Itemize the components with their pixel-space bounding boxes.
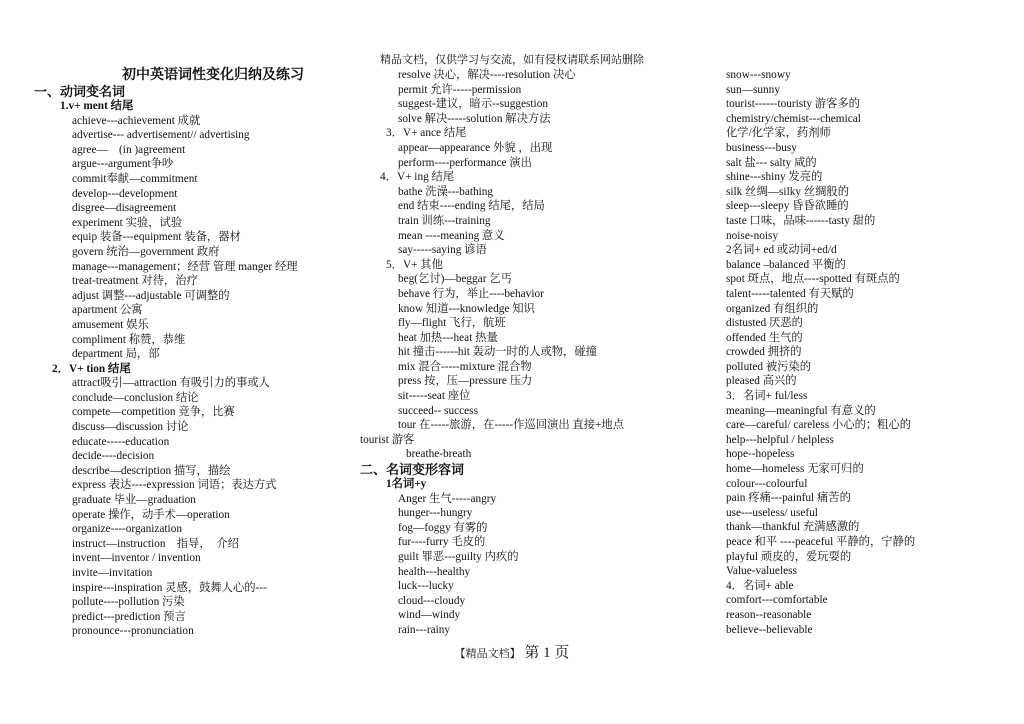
vocab-line: fog—foggy 有雾的 bbox=[398, 521, 488, 534]
document-title: 初中英语词性变化归纳及练习 bbox=[122, 68, 304, 83]
vocab-line: taste 口味，品味------tasty 甜的 bbox=[726, 214, 876, 227]
vocab-line: shine---shiny 发亮的 bbox=[726, 171, 823, 184]
vocab-line: tourist------touristy 游客多的 bbox=[726, 98, 860, 111]
vocab-line: pleased 高兴的 bbox=[726, 375, 797, 388]
subsection-heading: 1名词+y bbox=[386, 478, 427, 491]
vocab-line: succeed-- success bbox=[398, 404, 478, 417]
vocab-line: meaning—meaningful 有意义的 bbox=[726, 404, 876, 417]
vocab-line: describe—description 描写，描绘 bbox=[72, 464, 231, 477]
vocab-line: inspire---inspiration 灵感，鼓舞人心的--- bbox=[72, 581, 267, 594]
vocab-line: mean ----meaning 意义 bbox=[398, 229, 505, 242]
vocab-line: crowded 拥挤的 bbox=[726, 346, 802, 359]
page-footer bbox=[0, 644, 1024, 663]
vocab-line: disgree—disagreement bbox=[72, 202, 177, 215]
section-heading: 二、名词变形容词 bbox=[360, 462, 465, 478]
vocab-line: decide----decision bbox=[72, 450, 155, 463]
vocab-line: believe--believable bbox=[726, 623, 813, 636]
vocab-line: health---healthy bbox=[398, 565, 471, 578]
vocab-line: peace 和平 ----peaceful 平静的，宁静的 bbox=[726, 536, 916, 548]
vocab-line: wind—windy bbox=[398, 609, 461, 622]
vocab-line: suggest-建议，暗示--suggestion bbox=[398, 98, 548, 111]
vocab-line: operate 操作，动手术—operation bbox=[72, 508, 230, 521]
vocab-line: achieve---achievement 成就 bbox=[72, 114, 201, 127]
vocab-line: express 表达----expression 词语；表达方式 bbox=[72, 479, 277, 492]
footer-page-suffix: 页 bbox=[554, 645, 570, 661]
vocab-line: equip 装备---equipment 装备，器材 bbox=[72, 231, 241, 244]
vocab-line: adjust 调整---adjustable 可调整的 bbox=[72, 289, 230, 302]
vocab-line: educate-----education bbox=[72, 435, 170, 448]
vocab-line: sit-----seat 座位 bbox=[398, 390, 471, 403]
vocab-line: train 训练---training bbox=[398, 214, 491, 227]
vocab-line: pain 疼痛---painful 痛苦的 bbox=[726, 492, 851, 505]
vocab-line: compliment 称赞，恭维 bbox=[72, 333, 186, 346]
footer-page-prefix: 第 bbox=[524, 645, 540, 661]
vocab-line: appear—appearance 外貌 ，出现 bbox=[398, 141, 553, 154]
vocab-line: noise-noisy bbox=[726, 229, 779, 242]
vocab-line: mix 混合-----mixture 混合物 bbox=[398, 360, 532, 373]
vocab-line: business---busy bbox=[726, 141, 797, 154]
vocab-line: distusted 厌恶的 bbox=[726, 317, 803, 330]
vocab-line: invite—invitation bbox=[72, 567, 153, 579]
vocab-line: 化学/化学家，药剂师 bbox=[726, 127, 831, 140]
vocab-line: end 结束----ending 结尾，结局 bbox=[398, 200, 545, 213]
column-right bbox=[726, 68, 1016, 637]
section-heading: 一、动词变名词 bbox=[34, 84, 126, 99]
vocab-line: fur----furry 毛皮的 bbox=[398, 536, 486, 549]
vocab-line: govern 统治—government 政府 bbox=[72, 245, 220, 258]
vocab-line: cloud---cloudy bbox=[398, 594, 466, 607]
vocab-line: 4．V+ ing 结尾 bbox=[380, 171, 455, 184]
vocab-line: playful 顽皮的，爱玩耍的 bbox=[726, 550, 852, 563]
vocab-line: commit奉献—commitment bbox=[72, 172, 198, 185]
vocab-line: argue---argument争吵 bbox=[72, 158, 174, 171]
vocab-line: breathe-breath bbox=[406, 448, 472, 461]
vocab-line: talent-----talented 有天赋的 bbox=[726, 287, 854, 300]
vocab-line: offended 生气的 bbox=[726, 331, 803, 344]
vocab-line: beg(乞讨)—beggar 乞丐 bbox=[398, 273, 512, 286]
vocab-line: organize----organization bbox=[72, 523, 182, 536]
vocab-line: sleep---sleepy 昏昏欲睡的 bbox=[726, 200, 849, 213]
vocab-line: know 知道---knowledge 知识 bbox=[398, 302, 535, 315]
vocab-line: home—homeless 无家可归的 bbox=[726, 463, 864, 476]
vocab-line: pronounce---pronunciation bbox=[72, 625, 194, 638]
column-middle bbox=[360, 68, 710, 638]
vocab-line: manage---management；经营 管理 manger 经理 bbox=[72, 260, 298, 273]
vocab-line: treat-treatment 对待，治疗 bbox=[72, 275, 198, 288]
vocab-line: advertise--- advertisement// advertising bbox=[72, 129, 250, 142]
vocab-line: instruct—instruction 指导， 介绍 bbox=[72, 537, 239, 550]
vocab-line: tourist 游客 bbox=[360, 433, 415, 446]
subsection-heading: 2．V+ tion 结尾 bbox=[52, 362, 131, 375]
vocab-line: hunger---hungry bbox=[398, 507, 473, 520]
vocab-line: chemistry/chemist---chemical bbox=[726, 112, 861, 125]
vocab-line: pollute----pollution 污染 bbox=[72, 596, 185, 609]
vocab-line: conclude—conclusion 结论 bbox=[72, 391, 199, 404]
vocab-line: department 局，部 bbox=[72, 348, 160, 361]
vocab-line: reason--reasonable bbox=[726, 608, 812, 621]
vocab-line: perform----performance 演出 bbox=[398, 156, 532, 169]
vocab-line: agree— (in )agreement bbox=[72, 143, 186, 156]
vocab-line: silk 丝绸—silky 丝绸般的 bbox=[726, 185, 850, 198]
page-header: 精品文档，仅供学习与交流，如有侵权请联系网站删除 bbox=[380, 54, 644, 66]
vocab-line: graduate 毕业—graduation bbox=[72, 494, 196, 507]
vocab-line: rain---rainy bbox=[398, 623, 451, 636]
vocab-line: 4．名词+ able bbox=[726, 579, 794, 592]
footer-page-number: 1 bbox=[543, 645, 551, 661]
vocab-line: hope--hopeless bbox=[726, 448, 795, 461]
vocab-line: experiment 实验，试验 bbox=[72, 216, 183, 229]
vocab-line: 3．V+ ance 结尾 bbox=[386, 127, 467, 140]
vocab-line: snow---snowy bbox=[726, 69, 791, 81]
vocab-line: sun—sunny bbox=[726, 83, 780, 96]
vocab-line: organized 有组织的 bbox=[726, 302, 819, 315]
vocab-line: 2名词+ ed 或动词+ed/d bbox=[726, 244, 837, 257]
vocab-line: use---useless/ useful bbox=[726, 506, 818, 519]
vocab-line: comfort---comfortable bbox=[726, 594, 828, 607]
vocab-line: colour---colourful bbox=[726, 477, 808, 490]
vocab-line: resolve 决心，解决----resolution 决心 bbox=[398, 69, 576, 81]
vocab-line: amusement 娱乐 bbox=[72, 318, 149, 331]
vocab-line: luck---lucky bbox=[398, 580, 454, 593]
vocab-line: compete—competition 竞争，比赛 bbox=[72, 406, 235, 419]
subsection-heading: 1.v+ ment 结尾 bbox=[60, 100, 134, 112]
vocab-line: behave 行为，举止----behavior bbox=[398, 287, 544, 300]
vocab-line: solve 解决-----solution 解决方法 bbox=[398, 112, 551, 125]
vocab-line: Anger 生气-----angry bbox=[398, 492, 497, 505]
vocab-line: say-----saying 谚语 bbox=[398, 244, 487, 257]
vocab-line: press 按，压—pressure 压力 bbox=[398, 375, 533, 388]
vocab-line: help---helpful / helpless bbox=[726, 433, 834, 446]
vocab-line: tour 在-----旅游，在-----作巡回演出 直接+地点 bbox=[398, 419, 624, 432]
vocab-line: guilt 罪恶---guilty 内疚的 bbox=[398, 551, 519, 563]
vocab-line: develop---development bbox=[72, 187, 178, 200]
vocab-line: bathe 洗澡---bathing bbox=[398, 185, 494, 198]
vocab-line: permit 允许-----permission bbox=[398, 83, 522, 96]
vocab-line: predict---prediction 预言 bbox=[72, 610, 186, 623]
vocab-line: care—careful/ careless 小心的；粗心的 bbox=[726, 419, 912, 432]
vocab-line: hit 撞击------hit 轰动一时的人或物，碰撞 bbox=[398, 346, 597, 359]
column-left bbox=[34, 68, 354, 639]
vocab-line: discuss—discussion 讨论 bbox=[72, 421, 189, 434]
vocab-line: spot 斑点，地点----spotted 有斑点的 bbox=[726, 273, 900, 286]
vocab-line: attract吸引—attraction 有吸引力的事或人 bbox=[72, 377, 270, 390]
vocab-line: heat 加热---heat 热量 bbox=[398, 331, 498, 344]
vocab-line: thank—thankful 充满感激的 bbox=[726, 521, 860, 534]
vocab-line: fly—flight 飞行，航班 bbox=[398, 317, 506, 330]
vocab-line: balance –balanced 平衡的 bbox=[726, 258, 846, 271]
vocab-line: Value-valueless bbox=[726, 565, 797, 578]
vocab-line: 5．V+ 其他 bbox=[386, 258, 443, 271]
footer-tag: 【精品文档】 bbox=[454, 648, 521, 660]
vocab-line: 3．名词+ ful/less bbox=[726, 390, 808, 403]
vocab-line: invent—inventor / invention bbox=[72, 552, 201, 565]
vocab-line: polluted 被污染的 bbox=[726, 360, 812, 373]
vocab-line: salt 盐--- salty 咸的 bbox=[726, 156, 817, 169]
vocab-line: apartment 公寓 bbox=[72, 304, 143, 317]
